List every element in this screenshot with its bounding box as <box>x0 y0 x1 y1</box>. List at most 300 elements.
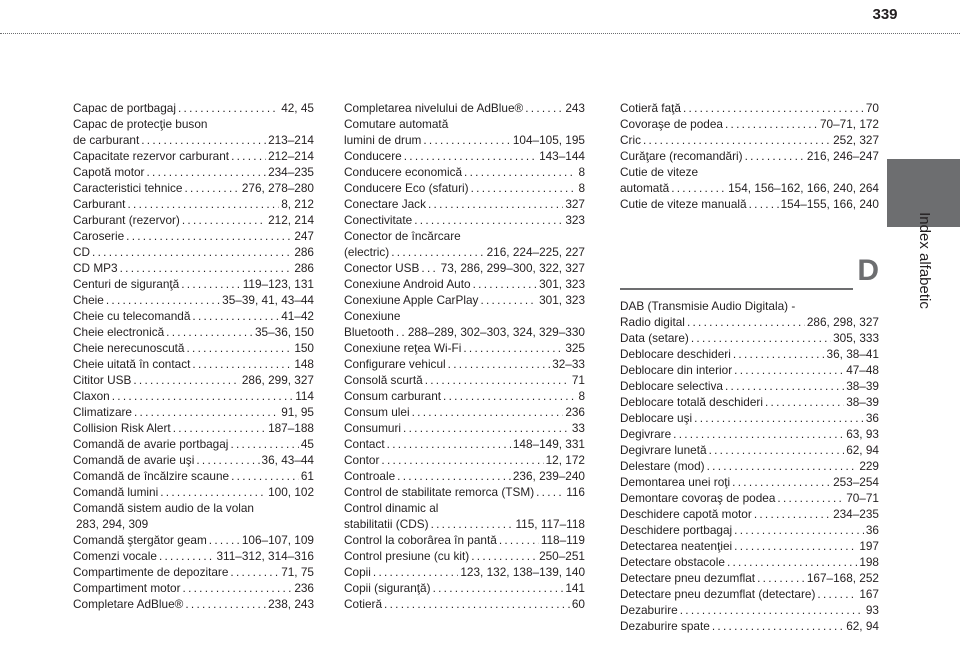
index-entry <box>620 602 879 618</box>
entry-pages: 236 <box>565 405 585 419</box>
index-entry <box>620 330 879 346</box>
index-entry <box>344 148 585 164</box>
entry-pages: 36, 43–44 <box>261 453 314 467</box>
index-entry <box>344 388 585 404</box>
entry-term: Comandă de avarie uşi <box>73 453 195 467</box>
entry-pages: 100, 102 <box>268 485 314 499</box>
entry-pages: 198 <box>859 555 879 569</box>
dot-leader <box>373 564 458 580</box>
dot-leader <box>671 180 726 196</box>
dot-leader <box>757 570 805 586</box>
dot-leader <box>765 394 844 410</box>
entry-pages: 250–251 <box>539 549 585 563</box>
entry-pages: 154–155, 166, 240 <box>780 197 879 211</box>
dot-leader <box>133 372 239 388</box>
entry-term: Curăţare (recomandări) <box>620 149 743 163</box>
index-entry <box>620 132 879 148</box>
entry-pages: 301, 323 <box>539 293 585 307</box>
entry-term: Carburant <box>73 197 126 211</box>
dot-leader <box>141 132 266 148</box>
index-entry <box>73 500 314 532</box>
entry-pages: 150 <box>294 341 314 355</box>
dot-leader <box>106 292 220 308</box>
entry-pages: 148 <box>294 357 314 371</box>
entry-term: Capotă motor <box>73 165 145 179</box>
index-entry <box>73 532 314 548</box>
entry-term: Demontarea unei roţi <box>620 475 731 489</box>
dot-leader <box>414 212 563 228</box>
entry-term: Degivrare <box>620 427 672 441</box>
entry-term: Contact <box>344 437 385 451</box>
entry-pages: 253–254 <box>833 475 879 489</box>
index-entry <box>73 388 314 404</box>
entry-term: Cititor USB <box>73 373 132 387</box>
entry-pages: 73, 286, 299–300, 322, 327 <box>440 261 585 275</box>
entry-pages: 187–188 <box>268 421 314 435</box>
dot-leader <box>173 420 266 436</box>
dot-leader <box>536 484 564 500</box>
entry-pages: 35–39, 41, 43–44 <box>222 293 314 307</box>
index-entry <box>344 164 585 180</box>
dot-leader <box>817 586 857 602</box>
entry-term: Cutie de viteze manuală <box>620 197 747 211</box>
index-entry <box>73 356 314 372</box>
entry-pages: 154, 156–162, 166, 240, 264 <box>728 181 879 195</box>
entry-term: de carburant <box>73 133 140 147</box>
dot-leader <box>126 228 292 244</box>
entry-pages: 123, 132, 138–139, 140 <box>460 565 585 579</box>
entry-pages: 91, 95 <box>281 405 314 419</box>
dot-leader <box>187 340 293 356</box>
entry-term: Capac de portbagaj <box>73 101 176 115</box>
entry-term: Conducere <box>344 149 402 163</box>
entry-term: Contor <box>344 453 380 467</box>
index-entry <box>73 228 314 244</box>
entry-term: Control dinamic al <box>344 501 439 515</box>
index-entry <box>344 180 585 196</box>
entry-pages: 283, 294, 309 <box>76 517 149 531</box>
entry-term: Comandă de avarie portbagaj <box>73 437 229 451</box>
dot-leader <box>471 180 577 196</box>
entry-term: (electric) <box>344 245 390 259</box>
entry-pages: 104–105, 195 <box>512 133 585 147</box>
entry-pages: 118–119 <box>540 533 585 547</box>
dot-leader <box>381 452 543 468</box>
index-entry <box>344 548 585 564</box>
index-entry <box>344 596 585 612</box>
index-entry <box>620 570 879 586</box>
entry-term: Completare AdBlue® <box>73 597 184 611</box>
entry-pages: 62, 94 <box>846 619 879 633</box>
index-entry <box>344 212 585 228</box>
entry-term: Claxon <box>73 389 110 403</box>
dot-leader <box>734 522 864 538</box>
dot-leader <box>448 356 551 372</box>
entry-term: Deblocare totală deschideri <box>620 395 763 409</box>
index-entry <box>73 372 314 388</box>
dot-leader <box>443 388 576 404</box>
entry-pages: 70–71, 172 <box>819 117 879 131</box>
entry-pages: 141 <box>565 581 585 595</box>
index-entry <box>73 276 314 292</box>
dot-leader <box>732 474 831 490</box>
entry-term: Cheie <box>73 293 104 307</box>
entry-term: Comandă lumini <box>73 485 159 499</box>
index-entry <box>620 458 879 474</box>
dot-leader <box>471 548 537 564</box>
dot-leader <box>709 442 845 458</box>
index-entry <box>620 196 879 212</box>
entry-pages: 212, 214 <box>268 213 314 227</box>
entry-pages: 71, 75 <box>281 565 314 579</box>
entry-term: Comenzi vocale <box>73 549 157 563</box>
dot-leader <box>196 452 259 468</box>
entry-pages: 35–36, 150 <box>254 325 314 339</box>
entry-pages: 167 <box>859 587 879 601</box>
entry-term: Conexiune <box>344 309 401 323</box>
index-entry <box>344 196 585 212</box>
entry-term: Detectarea neatenţiei <box>620 539 733 553</box>
entry-term: automată <box>620 181 670 195</box>
entry-pages: 63, 93 <box>846 427 879 441</box>
dot-leader <box>166 324 253 340</box>
entry-pages: 247 <box>294 229 314 243</box>
entry-term: Comutare automată <box>344 117 449 131</box>
dot-leader <box>734 538 857 554</box>
dot-leader <box>159 548 215 564</box>
index-column-2 <box>344 100 585 612</box>
index-entry <box>620 538 879 554</box>
index-entry <box>73 212 314 228</box>
dot-leader <box>146 164 266 180</box>
entry-term: Control la coborârea în pantă <box>344 533 497 547</box>
index-entry <box>620 490 879 506</box>
dot-leader <box>707 458 858 474</box>
dot-leader <box>92 244 292 260</box>
index-entry <box>344 276 585 292</box>
dot-leader <box>412 404 564 420</box>
entry-term: Delestare (mod) <box>620 459 705 473</box>
index-entry <box>344 372 585 388</box>
dot-leader <box>182 212 266 228</box>
entry-pages: 229 <box>859 459 879 473</box>
entry-pages: 45 <box>300 437 314 451</box>
index-entry <box>73 292 314 308</box>
dot-leader <box>387 436 511 452</box>
entry-pages: 286 <box>294 245 314 259</box>
entry-term: Consum ulei <box>344 405 410 419</box>
dot-leader <box>725 378 844 394</box>
entry-term: Dezaburire spate <box>620 619 710 633</box>
entry-pages: 305, 333 <box>833 331 879 345</box>
entry-pages: 148–149, 331 <box>512 437 585 451</box>
index-entry <box>620 394 879 410</box>
dot-leader <box>120 260 293 276</box>
entry-pages: 143–144 <box>539 149 585 163</box>
dot-leader <box>464 164 576 180</box>
section-header-d <box>620 244 879 294</box>
index-entry <box>73 436 314 452</box>
dot-leader <box>473 276 537 292</box>
index-entry <box>620 506 879 522</box>
dot-leader <box>421 260 438 276</box>
index-entry <box>344 260 585 276</box>
entry-pages: 325 <box>565 341 585 355</box>
entry-term: Consolă scurtă <box>344 373 423 387</box>
entry-term: CD MP3 <box>73 261 118 275</box>
index-entry <box>344 468 585 484</box>
entry-term: Controale <box>344 469 396 483</box>
dot-leader <box>734 362 844 378</box>
index-column-3 <box>620 100 879 634</box>
entry-term: Configurare vehicul <box>344 357 446 371</box>
index-entry <box>620 346 879 362</box>
entry-pages: 47–48 <box>846 363 879 377</box>
entry-pages: 60 <box>571 597 585 611</box>
index-entry <box>344 308 585 340</box>
index-entry <box>73 452 314 468</box>
index-entry <box>344 100 585 116</box>
dot-leader <box>745 148 805 164</box>
entry-term: Conducere economică <box>344 165 463 179</box>
entry-pages: 238, 243 <box>268 597 314 611</box>
entry-term: Capac de protecţie buson <box>73 117 208 131</box>
dot-leader <box>231 148 266 164</box>
dot-leader <box>230 564 279 580</box>
entry-term: Caracteristici tehnice <box>73 181 183 195</box>
entry-pages: 8 <box>578 181 585 195</box>
entry-pages: 114 <box>295 389 314 403</box>
entry-term: Consum carburant <box>344 389 442 403</box>
index-entry <box>344 564 585 580</box>
entry-term: Climatizare <box>73 405 132 419</box>
entry-pages: 252, 327 <box>833 133 879 147</box>
index-entry <box>344 532 585 548</box>
entry-term: Detectare pneu dezumflat <box>620 571 756 585</box>
entry-pages: 216, 224–225, 227 <box>486 245 585 259</box>
header-dotted-rule <box>0 33 960 34</box>
entry-term: Conectare Jack <box>344 197 426 211</box>
entry-pages: 106–107, 109 <box>241 533 314 547</box>
dot-leader <box>673 426 844 442</box>
entry-term: Cric <box>620 133 641 147</box>
entry-pages: 197 <box>859 539 879 553</box>
dot-leader <box>178 100 279 116</box>
entry-term: Cheie cu telecomandă <box>73 309 191 323</box>
index-entry <box>620 474 879 490</box>
entry-pages: 115, 117–118 <box>515 517 585 531</box>
entry-term: Control de stabilitate remorca (TSM) <box>344 485 535 499</box>
index-entry <box>73 196 314 212</box>
entry-term: Deblocare din interior <box>620 363 733 377</box>
dot-leader <box>431 516 514 532</box>
dot-leader <box>480 292 537 308</box>
entry-term: Comandă ştergător geam <box>73 533 207 547</box>
entry-pages: 236, 239–240 <box>512 469 585 483</box>
index-entry <box>344 292 585 308</box>
entry-term: Deschidere capotă motor <box>620 507 752 521</box>
index-entry <box>73 324 314 340</box>
entry-pages: 286, 299, 327 <box>241 373 314 387</box>
entry-pages: 8 <box>578 165 585 179</box>
index-entry <box>620 148 879 164</box>
entry-pages: 167–168, 252 <box>806 571 879 585</box>
entry-pages: 93 <box>865 603 879 617</box>
entry-term: Detectare pneu dezumflat (detectare) <box>620 587 816 601</box>
dot-leader <box>192 308 279 324</box>
entry-pages: 8 <box>578 389 585 403</box>
dot-leader <box>463 340 563 356</box>
dot-leader <box>403 420 570 436</box>
entry-term: Comandă de încălzire scaune <box>73 469 230 483</box>
entry-pages: 116 <box>566 485 585 499</box>
index-entry <box>620 116 879 132</box>
dot-leader <box>428 196 563 212</box>
dot-leader <box>127 196 279 212</box>
entry-pages: 288–289, 302–303, 324, 329–330 <box>407 325 585 339</box>
dot-leader <box>687 314 805 330</box>
entry-term: Demontare covoraş de podea <box>620 491 776 505</box>
index-entry <box>344 420 585 436</box>
entry-term: Compartiment motor <box>73 581 181 595</box>
entry-term: Consumuri <box>344 421 402 435</box>
dot-leader <box>643 132 831 148</box>
entry-term: Conector USB <box>344 261 420 275</box>
entry-term: DAB (Transmisie Audio Digitala) - <box>620 299 796 313</box>
entry-term: Deschidere portbagaj <box>620 523 733 537</box>
dot-leader <box>160 484 266 500</box>
entry-term: Carburant (rezervor) <box>73 213 180 227</box>
entry-pages: 119–123, 131 <box>242 277 314 291</box>
entry-pages: 212–214 <box>268 149 314 163</box>
index-entry <box>73 100 314 116</box>
entry-term: Degivrare lunetă <box>620 443 707 457</box>
entry-term: Data (setare) <box>620 331 689 345</box>
index-entry <box>344 580 585 596</box>
entry-pages: 234–235 <box>268 165 314 179</box>
entry-pages: 236 <box>294 581 314 595</box>
entry-pages: 36 <box>865 523 879 537</box>
index-entry <box>344 340 585 356</box>
entry-pages: 38–39 <box>846 379 879 393</box>
entry-pages: 36 <box>865 411 879 425</box>
section-side-label: Index alfabetic <box>915 211 933 309</box>
entry-term: lumini de drum <box>344 133 422 147</box>
entry-pages: 70 <box>865 101 879 115</box>
dot-leader <box>404 148 537 164</box>
index-entry <box>620 554 879 570</box>
entry-pages: 243 <box>565 101 585 115</box>
index-entry <box>344 228 585 260</box>
entry-term: Conexiune Android Auto <box>344 277 471 291</box>
index-entry <box>620 164 879 196</box>
index-entry <box>73 580 314 596</box>
entry-term: stabilitatii (CDS) <box>344 517 429 531</box>
entry-pages: 327 <box>565 197 585 211</box>
dot-leader <box>231 468 299 484</box>
entry-term: Deblocare uşi <box>620 411 693 425</box>
dot-leader <box>425 372 570 388</box>
entry-pages: 12, 172 <box>545 453 585 467</box>
entry-term: Conector de încărcare <box>344 229 461 243</box>
entry-pages: 276, 278–280 <box>241 181 314 195</box>
index-entry <box>344 356 585 372</box>
dot-leader <box>185 180 240 196</box>
entry-term: Centuri de siguranţă <box>73 277 180 291</box>
entry-pages: 71 <box>571 373 585 387</box>
entry-term: Cotieră faţă <box>620 101 681 115</box>
dot-leader <box>725 116 818 132</box>
entry-pages: 301, 323 <box>539 277 585 291</box>
dot-leader <box>712 618 844 634</box>
dot-leader <box>181 276 240 292</box>
entry-pages: 41–42 <box>281 309 314 323</box>
entry-pages: 38–39 <box>846 395 879 409</box>
entry-term: Deblocare deschideri <box>620 347 731 361</box>
dot-leader <box>691 330 831 346</box>
index-entry <box>344 452 585 468</box>
entry-pages: 36, 38–41 <box>826 347 879 361</box>
entry-term: Radio digital <box>620 315 685 329</box>
entry-term: Detectare obstacole <box>620 555 725 569</box>
index-entry <box>73 164 314 180</box>
index-entry <box>73 420 314 436</box>
entry-pages: 311–312, 314–316 <box>216 549 314 563</box>
index-entry <box>73 340 314 356</box>
entry-term: Control presiune (cu kit) <box>344 549 470 563</box>
index-entry <box>620 586 879 602</box>
entry-term: Bluetooth <box>344 325 394 339</box>
dot-leader <box>525 100 563 116</box>
page-number: 339 <box>872 6 898 23</box>
index-entry <box>73 404 314 420</box>
index-entry <box>73 308 314 324</box>
dot-leader <box>230 436 298 452</box>
index-entry <box>620 100 879 116</box>
entry-term: Caroserie <box>73 229 125 243</box>
index-entry <box>620 298 879 330</box>
entry-term: Copii (siguranţă) <box>344 581 431 595</box>
entry-pages: 8, 212 <box>281 197 314 211</box>
entry-term: Covoraşe de podea <box>620 117 723 131</box>
section-divider <box>620 288 853 290</box>
section-letter: D <box>857 254 879 287</box>
entry-term: CD <box>73 245 91 259</box>
entry-term: Cheie nerecunoscută <box>73 341 185 355</box>
index-entry <box>73 148 314 164</box>
entry-pages: 70–71 <box>846 491 879 505</box>
dot-leader <box>680 602 864 618</box>
entry-pages: 216, 246–247 <box>806 149 879 163</box>
index-entry <box>73 596 314 612</box>
index-entry <box>73 180 314 196</box>
index-entry <box>344 436 585 452</box>
entry-pages: 213–214 <box>268 133 314 147</box>
entry-pages: 286, 298, 327 <box>806 315 879 329</box>
dot-leader <box>423 132 510 148</box>
index-column-1 <box>73 100 314 612</box>
entry-term: Cheie uitată în contact <box>73 357 191 371</box>
entry-term: Deblocare selectiva <box>620 379 723 393</box>
index-entry <box>620 362 879 378</box>
entry-pages: 286 <box>294 261 314 275</box>
dot-leader <box>754 506 831 522</box>
index-entry <box>620 426 879 442</box>
index-entry <box>620 618 879 634</box>
dot-leader <box>733 346 825 362</box>
index-entry <box>344 500 585 532</box>
entry-pages: 32–33 <box>552 357 585 371</box>
